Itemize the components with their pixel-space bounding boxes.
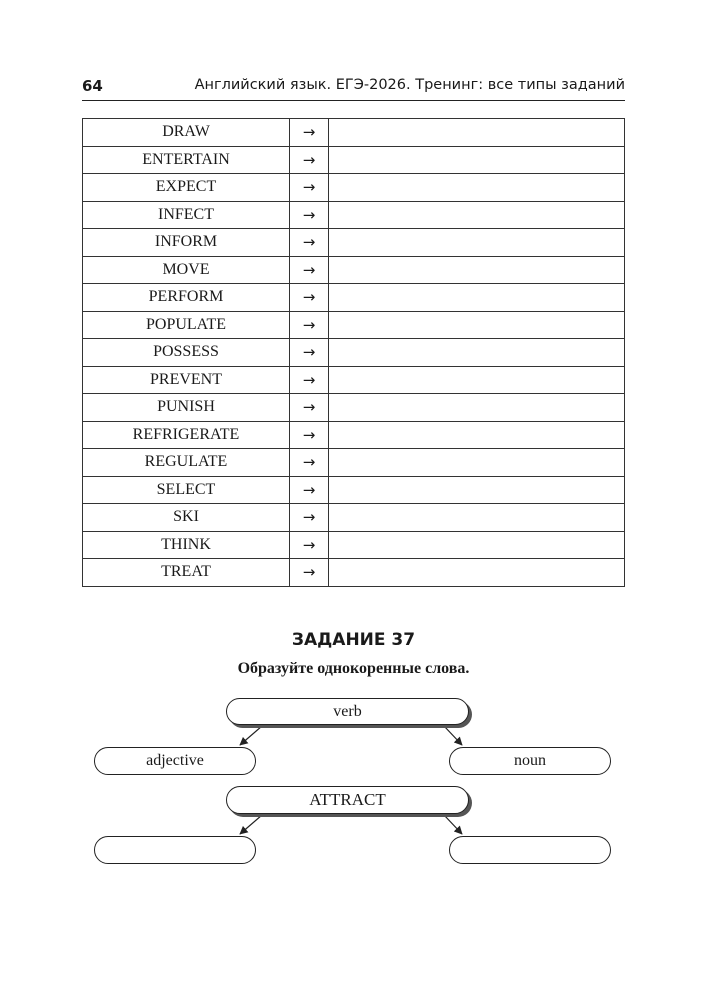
base-word-cell: SELECT [83,476,290,504]
running-title: Английский язык. ЕГЭ-2026. Тренинг: все типы заданий [194,77,625,93]
base-word-cell: TREAT [83,559,290,587]
exercise-arrow-right [444,815,462,834]
arrow-cell: → [290,311,329,339]
task-instruction: Образуйте однокоренные слова. [237,660,470,677]
arrow-cell: → [290,201,329,229]
example-arrow-right [444,726,462,745]
base-word-cell: SKI [83,504,290,532]
arrow-cell: → [290,284,329,312]
arrow-cell: → [290,449,329,477]
arrow-cell: → [290,504,329,532]
exercise-arrow-left [240,815,262,834]
base-word-cell: INFORM [83,229,290,257]
base-word-cell: PUNISH [83,394,290,422]
exercise-center-pill [226,786,469,814]
exercise-center-label: ATTRACT [309,790,386,809]
example-left-pill [94,747,256,775]
arrow-cell: → [290,256,329,284]
base-word-cell: MOVE [83,256,290,284]
arrow-cell: → [290,119,329,147]
arrow-cell: → [290,421,329,449]
base-word-cell: PREVENT [83,366,290,394]
arrow-cell: → [290,229,329,257]
base-word-cell: ENTERTAIN [83,146,290,174]
base-word-cell: THINK [83,531,290,559]
exercise-left-answer-field[interactable] [94,836,256,864]
arrow-cell: → [290,174,329,202]
arrow-cell: → [290,366,329,394]
example-center-label: verb [333,703,362,720]
example-center-pill [226,698,469,725]
base-word-cell: POPULATE [83,311,290,339]
arrow-cell: → [290,339,329,367]
base-word-cell: EXPECT [83,174,290,202]
arrow-cell: → [290,559,329,587]
base-word-cell: DRAW [83,119,290,147]
example-left-label: adjective [146,752,204,769]
arrow-cell: → [290,531,329,559]
example-arrow-left [240,726,262,745]
base-word-cell: POSSESS [83,339,290,367]
example-right-pill [449,747,611,775]
base-word-cell: PERFORM [83,284,290,312]
base-word-cell: REFRIGERATE [83,421,290,449]
example-right-label: noun [514,752,546,769]
arrow-cell: → [290,476,329,504]
page-number: 64 [82,77,103,95]
arrow-cell: → [290,394,329,422]
task-title: ЗАДАНИЕ 37 [291,630,416,650]
base-word-cell: REGULATE [83,449,290,477]
arrow-cell: → [290,146,329,174]
base-word-cell: INFECT [83,201,290,229]
exercise-right-answer-field[interactable] [449,836,611,864]
